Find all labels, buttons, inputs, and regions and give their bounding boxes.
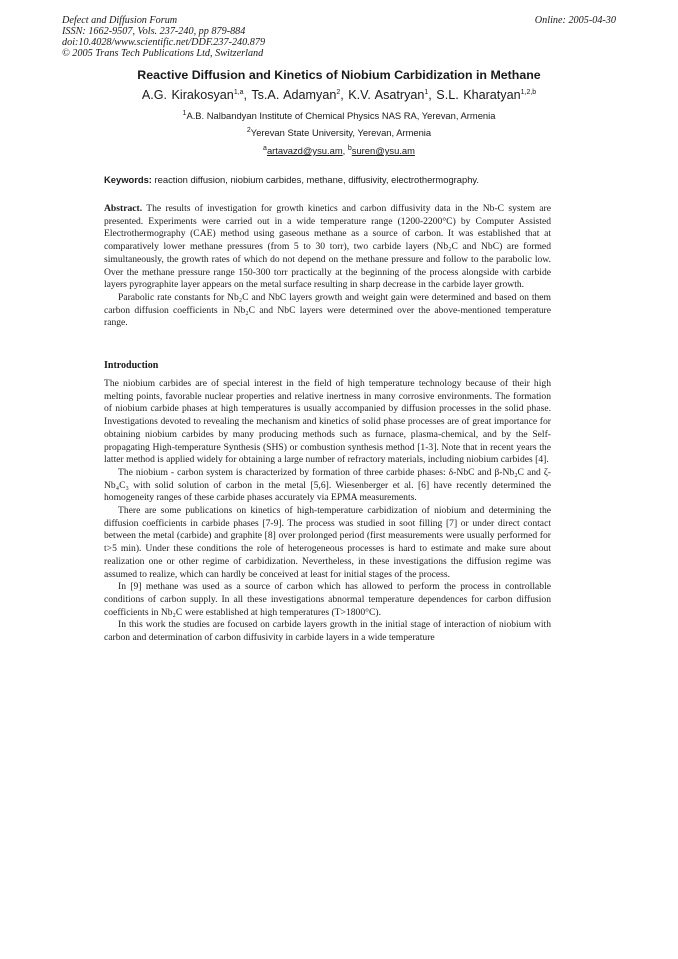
author-affiliation-mark: 1 — [424, 88, 429, 96]
affiliation-number: 2 — [246, 127, 251, 134]
author-affiliation-mark: 2 — [336, 88, 341, 96]
online-date: Online: 2005-04-30 — [534, 15, 616, 26]
publication-info — [62, 15, 265, 59]
author-name: Ts.A. Adamyan — [251, 88, 337, 102]
email-mark: b — [347, 145, 352, 152]
author-affiliation-mark: 1,2,b — [520, 88, 537, 96]
author-name: S.L. Kharatyan — [436, 88, 521, 102]
body-paragraph: The niobium - carbon system is characterized by formation of three carbide phases: δ-NbC and β-Nb₂C and ζ-Nb₄C₃ with solid solution of carbon in the metal [5,6]. Wiesenberger et al. [6] have recently determined the homogeneity ranges of these carbide phases accurately via EPMA measurements. — [104, 466, 551, 504]
author-affiliation-mark: 1,a — [233, 88, 244, 96]
keywords-text: reaction diffusion, niobium carbides, methane, diffusivity, electrothermography. — [154, 174, 480, 185]
body-paragraph: There are some publications on kinetics of high-temperature carbidization of niobium and determining the diffusion coefficients in carbide phases [7-9]. The process was studied in soot filling [7] or under direct contact between the metal (carbide) and graphite [8] over prolonged period (first measurements were usually performed for t>5 min). Under these conditions the role of heterogeneous processes is hard to estimate and make sure about realization one or other regime of carbidization. Nevertheless, in these investigations the diffusion regime was assumed to realize, which can hardly be conceived at least for initial stages of the process. — [104, 505, 551, 580]
paper-title: Reactive Diffusion and Kinetics of Niobium Carbidization in Methane — [137, 68, 541, 82]
affiliation-text: Yerevan State University, Yerevan, Armenia — [250, 127, 432, 139]
author-list: A.G. Kirakosyan$^{1,a}$, Ts.A. Adamyan$^2$, K.V. Asatryan$^1$, S.L. Kharatyan$^{1,2,b}$ — [141, 88, 537, 102]
affiliation-text: A.B. Nalbandyan Institute of Chemical Physics NAS RA, Yerevan, Armenia — [186, 110, 496, 122]
body-paragraph: In [9] methane was used as a source of carbon which has allowed to perform the process in controllable conditions of carbon supply. In all these investigations abnormal temperature dependences for carbon diffusion coefficients in Nb₂C were established at high temperatures (T>1800°C). — [104, 581, 551, 618]
keywords-label: Keywords: — [104, 174, 152, 185]
abstract-label: Abstract. — [104, 203, 143, 214]
abstract-paragraph: Parabolic rate constants for Nb₂C and NbC layers growth and weight gain were determined and based on them carbon diffusion coefficients in Nb₂C and NbC layers were determined over the above-mentioned temperature range. — [104, 291, 551, 329]
doi-line: doi:10.4028/www.scientific.net/DDF.237-240.879 — [62, 37, 266, 48]
body-paragraph: The niobium carbides are of special interest in the field of high temperature technology because of their high melting points, favorable nuclear properties and relative inertness in many corrosive environments. The formation of niobium carbide phases at high temperatures is usually accompanied by diffusion processes in the solid phase. Investigations devoted to revealing the mechanism and kinetics of solid phase processes are of great importance for obtaining niobium carbides by many producing methods such as furnace, plasma-chemical, and by the Self-propagating High-temperature Synthesis (SHS) or combustion synthesis method [1-3]. Note that in recent years the latter method is applied widely for obtaining a large number of refractory materials, including niobium carbides [4]. — [104, 378, 551, 466]
author-name: K.V. Asatryan — [348, 88, 425, 102]
section-heading: Introduction — [104, 360, 159, 371]
affiliation-number: 1 — [182, 110, 187, 117]
email-mark: a — [263, 145, 267, 152]
keywords — [104, 174, 584, 185]
affiliation-1 — [0, 110, 678, 121]
abstract-text: The results of investigation for growth kinetics and carbon diffusivity data in the Nb-C system are presented. Experiments were carried out in a wide temperature range (1200-2200°C) by Computer Assisted Electrothermography (CAE) method using gaseous methane as a source of carbon. It was established that at comparatively lower methane pressures (from 5 to 30 torr), two carbide layers (Nb₂C and NbC) are formed simultaneously, the growth rates of which do not depend on the methane pressure and follow to the parabolic low. Over the methane pressure range 150-300 torr practically at the beginning of the process alongside with carbide layers pyrographite layer appears on the metal surface resulting in sharp decrease in the carbide layer growth. — [104, 203, 551, 291]
issn-line: ISSN: 1662-9507, Vols. 237-240, pp 879-884 — [62, 26, 246, 37]
copyright-line: © 2005 Trans Tech Publications Ltd, Switzerland — [62, 48, 264, 59]
body-paragraph: In this work the studies are focused on carbide layers growth in the initial stage of interaction of niobium with carbon and determination of carbon diffusivity in carbide layers in a wide temperature — [104, 619, 551, 644]
journal-name: Defect and Diffusion Forum — [62, 15, 178, 26]
affiliation-2 — [0, 127, 678, 138]
email-line: $^a$artavazd@ysu.am, $^b$suren@ysu.am — [263, 145, 415, 157]
abstract-section — [104, 203, 551, 330]
email-link[interactable]: artavazd@ysu.am — [266, 145, 343, 157]
introduction-section — [104, 378, 551, 645]
author-name: A.G. Kirakosyan — [141, 88, 234, 102]
email-link[interactable]: suren@ysu.am — [351, 145, 415, 157]
abstract-paragraph — [104, 203, 551, 292]
